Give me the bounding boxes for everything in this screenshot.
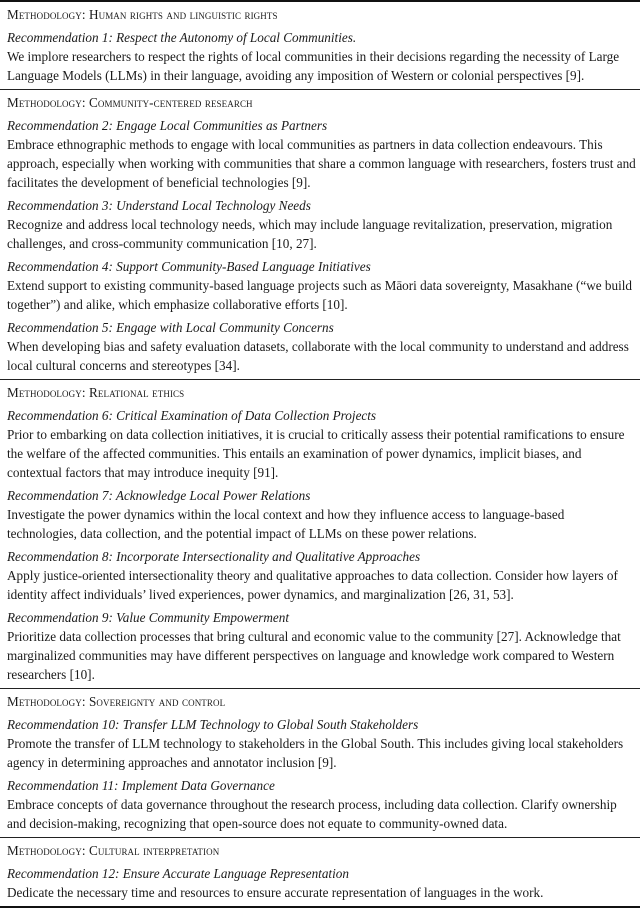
- section-community-centered: [0, 89, 640, 379]
- recommendation-body: Embrace ethnographic methods to engage with local communities as partners in data collection endeavours. This approach, especially when working with communities that share a common language with researchers, fosters trust and facilitates the development of beneficial technologies [9].: [7, 137, 636, 190]
- recommendation-body: Apply justice-oriented intersectionality theory and qualitative approaches to data collection. Consider how layers of identity affect individuals’ lived experiences, power dynamics, and marginalization [26, 31, 53].: [7, 568, 618, 602]
- section-title: Methodology: Cultural interpretation: [7, 843, 220, 858]
- recommendation-7: [7, 486, 640, 543]
- recommendation-body: Prioritize data collection processes that bring cultural and economic value to the community [27]. Acknowledge that marginalized communities may have different perspectives on language and knowledge work compared to Western researchers [10].: [7, 629, 621, 682]
- recommendation-title: Recommendation 7: Acknowledge Local Power Relations: [7, 488, 311, 503]
- recommendation-body: Embrace concepts of data governance throughout the research process, including data collection. Clarify ownership and decision-making, recognizing that open-source does not equate to community-owned data.: [7, 797, 617, 831]
- recommendation-4: [7, 257, 640, 314]
- recommendation-title: Recommendation 5: Engage with Local Community Concerns: [7, 320, 334, 335]
- recommendation-body: Investigate the power dynamics within the local context and how they influence access to language-based technologies, data collection, and the potential impact of LLMs on these power relations.: [7, 507, 565, 541]
- recommendation-body: Prior to embarking on data collection initiatives, it is crucial to critically assess their potential ramifications to ensure the welfare of the affected communities. This entails an examination of power dynamics, implicit biases, and contextual factors that may introduce inequity [91].: [7, 427, 625, 480]
- recommendation-6: [7, 406, 640, 482]
- section-cultural-interpretation: [0, 837, 640, 906]
- recommendation-body: Extend support to existing community-based language projects such as Māori data sovereignty, Masakhane (“we build together”) and alike, which emphasize collaborative efforts [10].: [7, 278, 633, 312]
- recommendation-10: [7, 715, 640, 772]
- recommendation-title: Recommendation 10: Transfer LLM Technology to Global South Stakeholders: [7, 717, 419, 732]
- recommendation-body: Dedicate the necessary time and resources to ensure accurate representation of languages in the work.: [7, 885, 544, 900]
- recommendation-3: [7, 196, 640, 253]
- recommendation-title: Recommendation 8: Incorporate Intersectionality and Qualitative Approaches: [7, 549, 421, 564]
- recommendation-title: Recommendation 9: Value Community Empowerment: [7, 610, 290, 625]
- recommendation-title: Recommendation 1: Respect the Autonomy of Local Communities.: [7, 30, 357, 45]
- recommendation-body: Promote the transfer of LLM technology to stakeholders in the Global South. This includes giving local stakeholders agency in determining approaches and annotator inclusion [9].: [7, 736, 624, 770]
- recommendation-9: [7, 608, 640, 684]
- recommendation-body: Recognize and address local technology needs, which may include language revitalization, preservation, migration challenges, and cross-community communication [10, 27].: [7, 217, 613, 251]
- section-sovereignty: [0, 688, 640, 837]
- recommendation-11: [7, 776, 640, 833]
- recommendation-body: When developing bias and safety evaluation datasets, collaborate with the local community to understand and address local cultural concerns and stereotypes [34].: [7, 339, 629, 373]
- section-human-rights: [0, 2, 640, 89]
- section-title: Methodology: Sovereignty and control: [7, 694, 226, 709]
- recommendation-2: [7, 116, 640, 192]
- recommendation-title: Recommendation 12: Ensure Accurate Language Representation: [7, 866, 349, 881]
- recommendation-title: Recommendation 2: Engage Local Communities as Partners: [7, 118, 328, 133]
- recommendation-title: Recommendation 3: Understand Local Technology Needs: [7, 198, 311, 213]
- recommendation-1: [7, 28, 640, 85]
- recommendation-title: Recommendation 11: Implement Data Governance: [7, 778, 275, 793]
- recommendation-title: Recommendation 4: Support Community-Based Language Initiatives: [7, 259, 371, 274]
- recommendation-body: We implore researchers to respect the rights of local communities in their decisions regarding the necessity of Large Language Models (LLMs) in their language, avoiding any imposition of Western or colonial perspectives [9].: [7, 49, 620, 83]
- recommendation-title: Recommendation 6: Critical Examination of Data Collection Projects: [7, 408, 377, 423]
- recommendation-12: [7, 864, 640, 902]
- recommendation-5: [7, 318, 640, 375]
- section-relational-ethics: [0, 379, 640, 688]
- section-title: Methodology: Community-centered research: [7, 95, 253, 110]
- recommendation-8: [7, 547, 640, 604]
- section-title: Methodology: Relational ethics: [7, 385, 185, 400]
- section-title: Methodology: Human rights and linguistic rights: [7, 7, 278, 22]
